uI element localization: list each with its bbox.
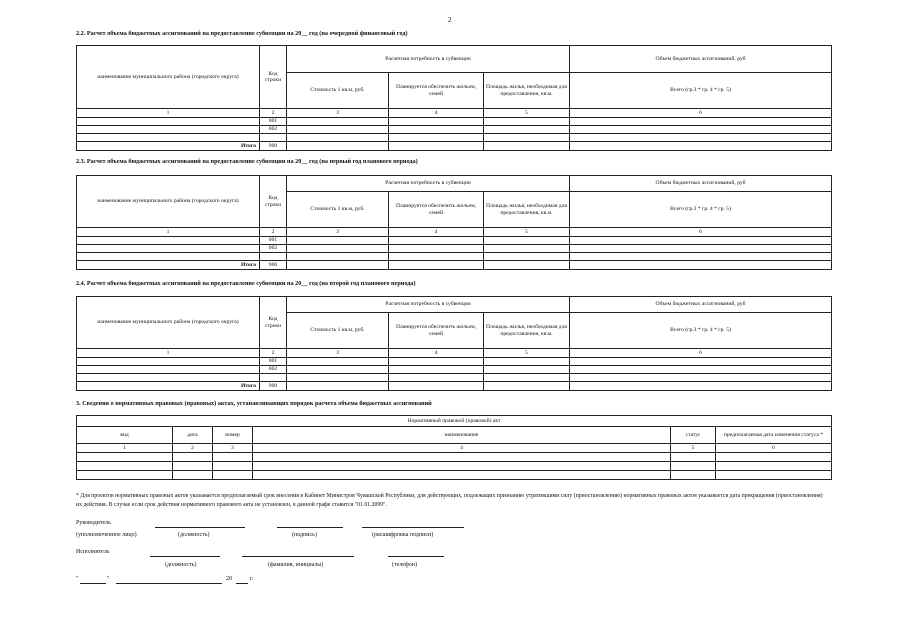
section-title-2-2: 2.2. Расчет объема бюджетных ассигнований на предоставление субвенции на 20__ год (на очередной финансовый год) — [76, 30, 408, 37]
col-number: 1 — [77, 109, 260, 118]
col-number: 1 — [77, 444, 173, 453]
col-number: 5 — [484, 109, 570, 118]
page-number: 2 — [448, 16, 452, 24]
header-municipality: наименование муниципального района (городского округа) — [77, 297, 260, 349]
header-total: Всего (гр.3 * гр. 4 * гр. 5) — [570, 73, 832, 109]
acts-header-name: наименование — [253, 427, 671, 444]
date-close-quote: " — [107, 576, 110, 582]
header-families: Планируется обеспечить жильем, семей — [389, 73, 484, 109]
date-year-line[interactable] — [236, 583, 248, 584]
date-day-line[interactable] — [80, 583, 106, 584]
header-volume-group: Объем бюджетных ассигнований, руб — [570, 46, 832, 73]
table-row — [77, 253, 832, 261]
calc-table-2-4 — [76, 296, 832, 391]
acts-header-kind: вид — [77, 427, 173, 444]
executor-fio-line[interactable] — [242, 556, 354, 557]
head-position-caption: (должность) — [178, 532, 210, 538]
table-row — [77, 245, 832, 253]
header-families: Планируется обеспечить жильем, семей — [389, 313, 484, 349]
table-row — [77, 118, 832, 126]
total-row — [77, 142, 832, 151]
header-municipality: наименование муниципального района (городского округа) — [77, 176, 260, 228]
col-number: 6 — [570, 109, 832, 118]
header-volume-group: Объем бюджетных ассигнований, руб — [570, 297, 832, 313]
total-label: Итого — [77, 261, 260, 270]
col-number: 4 — [253, 444, 671, 453]
normative-acts-table — [76, 415, 832, 480]
col-number: 2 — [173, 444, 213, 453]
row-code: 002 — [260, 245, 287, 253]
total-code: 900 — [260, 382, 287, 391]
total-code: 900 — [260, 261, 287, 270]
header-volume-group: Объем бюджетных ассигнований, руб — [570, 176, 832, 192]
calc-table-2-3 — [76, 175, 832, 270]
table-row — [77, 453, 832, 462]
header-total: Всего (гр.3 * гр. 4 * гр. 5) — [570, 313, 832, 349]
date-year-suffix: г. — [250, 576, 254, 582]
section-title-3: 3. Сведения о нормативных правовых (правовых) актах, устанавливающих порядок расчета объема бюджетных ассигнований — [76, 400, 432, 407]
header-need-group: Расчетная потребность в субвенции — [287, 176, 570, 192]
col-number: 4 — [389, 109, 484, 118]
acts-header-number: номер — [213, 427, 253, 444]
acts-header-date: дата — [173, 427, 213, 444]
total-row — [77, 261, 832, 270]
acts-header-change-date: предполагаемая дата изменения статуса * — [716, 427, 832, 444]
table-row — [77, 237, 832, 245]
acts-header-status: статус — [671, 427, 716, 444]
header-municipality: наименование муниципального района (городского округа) — [77, 46, 260, 109]
head-decoding-caption: (расшифровка подписи) — [372, 532, 434, 538]
head-decoding-line[interactable] — [362, 527, 464, 528]
row-code: 002 — [260, 366, 287, 374]
head-position-line[interactable] — [155, 527, 245, 528]
header-code: Код строки — [260, 176, 287, 228]
header-need-group: Расчетная потребность в субвенции — [287, 297, 570, 313]
total-code: 900 — [260, 142, 287, 151]
header-cost: Стоимость 1 кв.м, руб. — [287, 313, 389, 349]
executor-fio-caption: (фамилия, инициалы) — [268, 562, 324, 568]
header-cost: Стоимость 1 кв.м, руб. — [287, 73, 389, 109]
col-number: 2 — [260, 349, 287, 358]
table-row — [77, 366, 832, 374]
col-number: 5 — [484, 228, 570, 237]
col-number: 3 — [287, 109, 389, 118]
header-families: Планируется обеспечить жильем, семей — [389, 192, 484, 228]
col-number: 5 — [484, 349, 570, 358]
table-row — [77, 374, 832, 382]
table-row — [77, 471, 832, 480]
section-title-2-3: 2.3. Расчет объема бюджетных ассигнований на предоставление субвенции на 20__ год (на первый год планового периода) — [76, 158, 418, 165]
col-number: 4 — [389, 349, 484, 358]
date-open-quote: " — [76, 576, 79, 582]
header-code: Код строки — [260, 46, 287, 109]
col-number: 4 — [389, 228, 484, 237]
executor-label: Исполнитель — [76, 549, 110, 555]
date-year-prefix: 20 — [226, 576, 232, 582]
date-month-line[interactable] — [116, 583, 222, 584]
executor-phone-caption: (телефон) — [392, 562, 418, 568]
table-row — [77, 358, 832, 366]
col-number: 6 — [570, 228, 832, 237]
head-label: Руководитель — [76, 520, 111, 526]
header-cost: Стоимость 1 кв.м, руб. — [287, 192, 389, 228]
header-area: Площадь жилья, необходимая для предоставления, кв.м. — [484, 192, 570, 228]
table-row — [77, 462, 832, 471]
executor-position-line[interactable] — [150, 556, 220, 557]
calc-table-2-2 — [76, 45, 832, 151]
head-signature-caption: (подпись) — [292, 532, 317, 538]
col-number: 1 — [77, 349, 260, 358]
col-number: 3 — [213, 444, 253, 453]
header-code: Код строки — [260, 297, 287, 349]
row-code: 001 — [260, 118, 287, 126]
col-number: 3 — [287, 349, 389, 358]
col-number: 2 — [260, 109, 287, 118]
head-signature-line[interactable] — [277, 527, 343, 528]
row-code: 001 — [260, 358, 287, 366]
col-number: 5 — [671, 444, 716, 453]
header-area: Площадь жилья, необходимая для предоставления, кв.м. — [484, 313, 570, 349]
acts-group-header: Нормативный правовой (правовой) акт — [77, 416, 832, 427]
table-row — [77, 134, 832, 142]
header-need-group: Расчетная потребность в субвенции — [287, 46, 570, 73]
total-label: Итого — [77, 382, 260, 391]
col-number: 3 — [287, 228, 389, 237]
col-number: 1 — [77, 228, 260, 237]
row-code: 002 — [260, 126, 287, 134]
col-number: 2 — [260, 228, 287, 237]
head-sub-label: (уполномоченное лицо) — [76, 532, 137, 538]
header-total: Всего (гр.3 * гр. 4 * гр. 5) — [570, 192, 832, 228]
col-number: 6 — [570, 349, 832, 358]
header-area: Площадь жилья, необходимая для предоставления, кв.м. — [484, 73, 570, 109]
table-row — [77, 126, 832, 134]
executor-position-caption: (должность) — [165, 562, 197, 568]
total-row — [77, 382, 832, 391]
section-title-2-4: 2.4. Расчет объема бюджетных ассигнований на предоставление субвенции на 20__ год (на второй год планового периода) — [76, 280, 416, 287]
footnote: * Для проектов нормативных правовых актов указывается предполагаемый срок внесения в Кабинет Министров Чувашской Республики, для действующих, подлежащих признанию утратившими силу (приостановлению) нормативных правовых актов указывается дата прекращения (приостановления) их действия. В случае если срок действия нормативного правового акта не установлен, в данной графе ставится "01.01.2099". — [76, 493, 823, 508]
executor-phone-line[interactable] — [388, 556, 444, 557]
col-number: 6 — [716, 444, 832, 453]
row-code: 001 — [260, 237, 287, 245]
total-label: Итого — [77, 142, 260, 151]
